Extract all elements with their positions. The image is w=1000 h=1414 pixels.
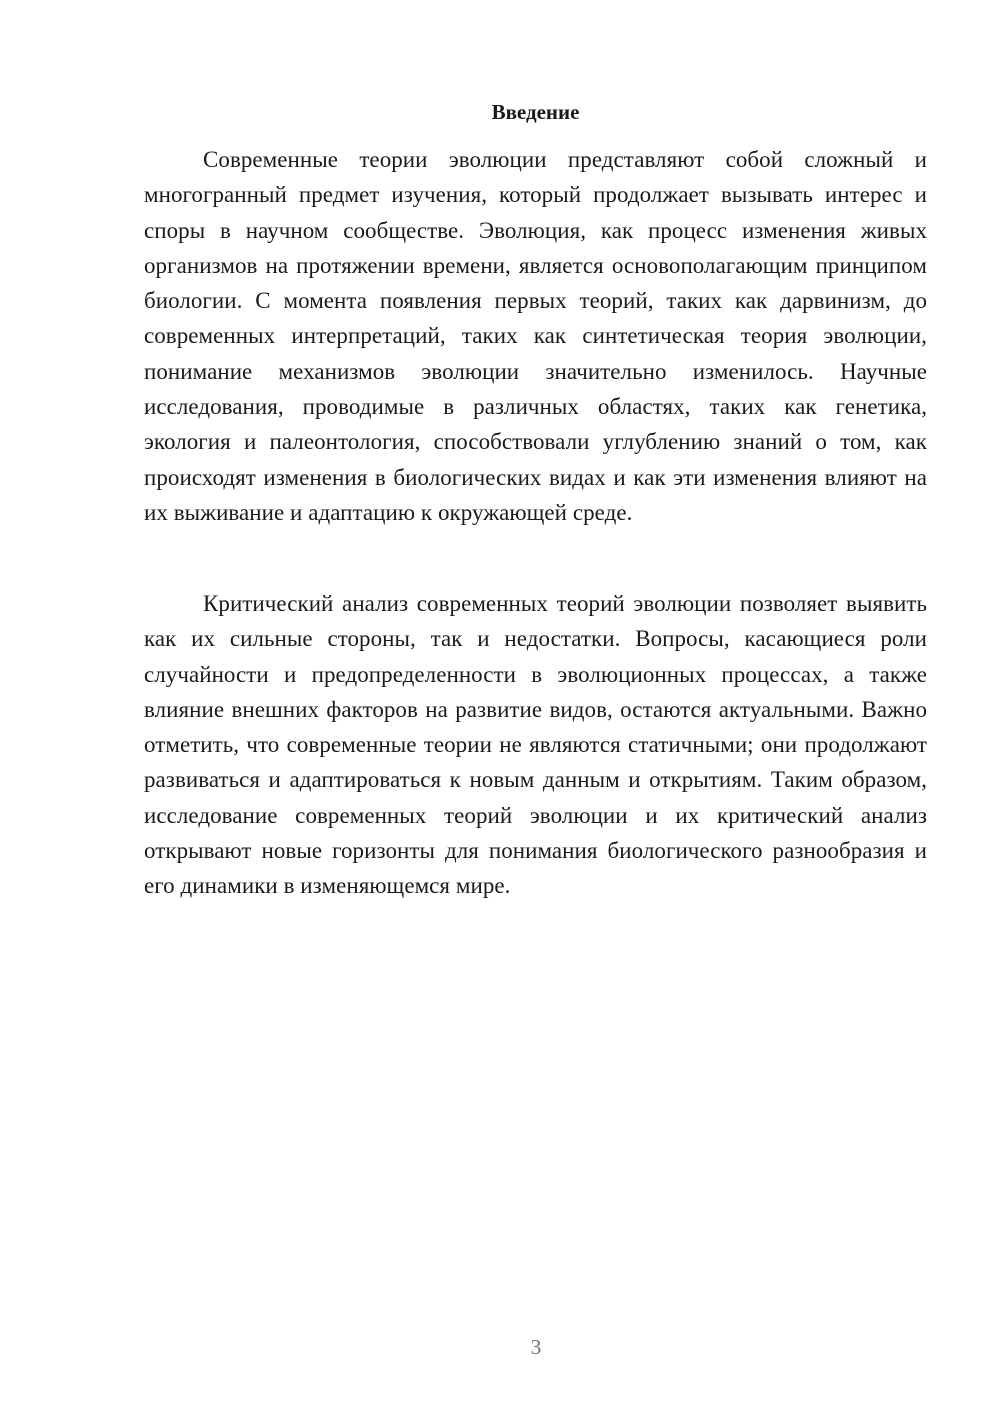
- paragraph-2: Критический анализ современных теорий эволюции позволяет выявить как их сильные стороны, так и недостатки. Вопросы, касающиеся роли случайности и предопределенности в эволюционных процессах, а также влияние внешних факторов на развитие видов, остаются актуальными. Важно отметить, что современные теории не являются статичными; они продолжают развиваться и адаптироваться к новым данным и открытиям. Таким образом, исследование современных теорий эволюции и их критический анализ открывают новые горизонты для понимания биологического разнообразия и его динамики в изменяющемся мире.: [144, 591, 927, 899]
- section-heading: Введение: [491, 100, 580, 124]
- paragraph-1: Современные теории эволюции представляют собой сложный и многогранный предмет изучения, который продолжает вызывать интерес и споры в научном сообществе. Эволюция, как процесс изменения живых организмов на протяжении времени, является основополагающим принципом биологии. С момента появления первых теорий, таких как дарвинизм, до современных интерпретаций, таких как синтетическая теория эволюции, понимание механизмов эволюции значительно изменилось. Научные исследования, проводимые в различных областях, таких как генетика, экология и палеонтология, способствовали углублению знаний о том, как происходят изменения в биологических видах и как эти изменения влияют на их выживание и адаптацию к окружающей среде.: [144, 147, 927, 525]
- page-number: 3: [530, 1335, 542, 1359]
